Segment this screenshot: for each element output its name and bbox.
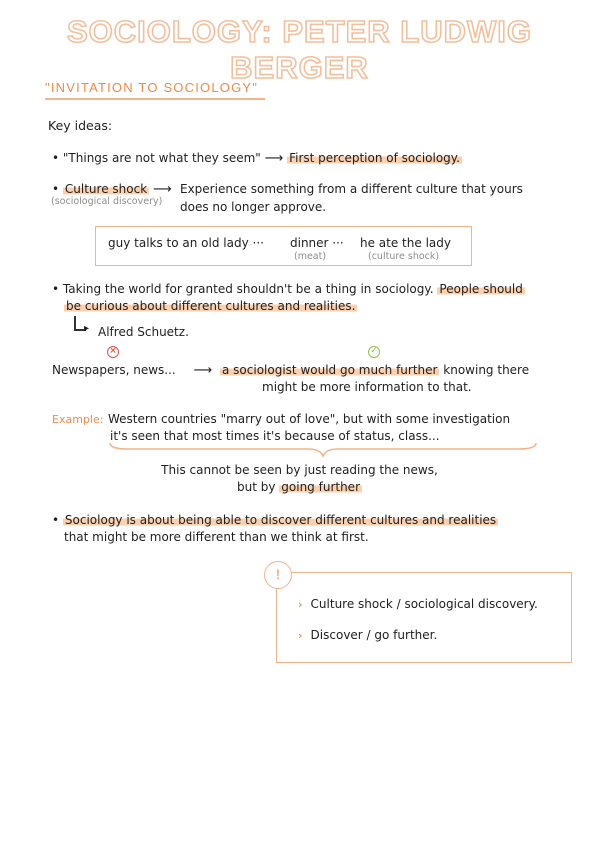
bullet: •: [52, 182, 60, 196]
summary-item-1: [298, 596, 538, 613]
arrow-icon: ⟶: [264, 151, 284, 166]
conclusion-highlight: going further: [281, 480, 361, 494]
culture-shock-term: Culture shock: [64, 182, 148, 196]
point-3-highlight-1: People should: [439, 282, 523, 296]
point-4-line-1: [52, 512, 498, 529]
point-4-line-2: that might be more different than we think at first.: [64, 530, 369, 544]
arrow-icon: ⟶: [193, 363, 213, 378]
bullet: •: [52, 151, 60, 165]
chevron-right-icon: ›: [298, 598, 303, 611]
point-1-highlight: First perception of sociology.: [289, 151, 460, 165]
news-rest-1: knowing there: [443, 363, 530, 377]
curly-brace-icon: [108, 441, 538, 457]
warning-icon: !: [264, 561, 292, 589]
arrow-icon: ⟶: [152, 182, 172, 197]
example-conclusion-1: This cannot be seen by just reading the news,: [161, 463, 438, 477]
example-line-1: Western countries "marry out of love", but with some investigation: [108, 412, 511, 426]
page-title: SOCIOLOGY: PETER LUDWIG BERGER: [66, 14, 533, 85]
summary-box: [276, 572, 572, 663]
culture-shock-note: (sociological discovery): [51, 196, 163, 207]
box-note-culture-shock: (culture shock): [368, 251, 440, 262]
point-3-line-1: [52, 281, 525, 298]
point-4-highlight: Sociology is about being able to discover different cultures and realities: [64, 513, 497, 527]
x-circle-icon: ×: [107, 346, 119, 358]
point-2-line-1: Experience something from a different culture that yours: [180, 182, 523, 196]
box-part-2: dinner ···: [290, 236, 344, 250]
point-1: [52, 150, 462, 167]
alfred-schuetz: Alfred Schuetz.: [98, 325, 189, 339]
conclusion-plain: but by: [236, 480, 276, 494]
summary-item-2-text: Discover / go further.: [310, 628, 438, 642]
example-label: Example:: [52, 413, 104, 426]
box-part-3: he ate the lady: [360, 236, 451, 250]
point-3-line-2: [64, 298, 357, 315]
key-ideas-heading: Key ideas:: [48, 118, 113, 133]
point-3-plain: Taking the world for granted shouldn't be a thing in sociology.: [62, 282, 434, 296]
check-circle-icon: ✓: [368, 346, 380, 358]
news-left: Newspapers, news...: [52, 363, 176, 377]
news-line-2: might be more information to that.: [262, 380, 472, 394]
elbow-arrow-line: [74, 316, 76, 330]
summary-item-2: [298, 627, 437, 644]
point-1-quote: "Things are not what they seem": [62, 151, 261, 165]
summary-item-1-text: Culture shock / sociological discovery.: [310, 597, 538, 611]
bullet: •: [52, 282, 60, 296]
news-highlight: a sociologist would go much further: [222, 363, 438, 377]
box-part-1: guy talks to an old lady ···: [108, 236, 264, 250]
bullet: •: [52, 513, 60, 527]
subtitle-underline: [45, 98, 265, 100]
subtitle: "INVITATION TO SOCIOLOGY": [45, 80, 259, 95]
example-conclusion-2: [0, 479, 599, 496]
point-3-highlight-2: be curious about different cultures and realities.: [66, 299, 356, 313]
arrow-head-icon: ▸: [84, 323, 90, 334]
news-line-1: [52, 362, 529, 379]
box-note-meat: (meat): [294, 251, 327, 262]
chevron-right-icon: ›: [298, 629, 303, 642]
point-2-line-2: does no longer approve.: [180, 200, 327, 214]
example-line-2: it's seen that most times it's because of status, class...: [110, 429, 440, 443]
